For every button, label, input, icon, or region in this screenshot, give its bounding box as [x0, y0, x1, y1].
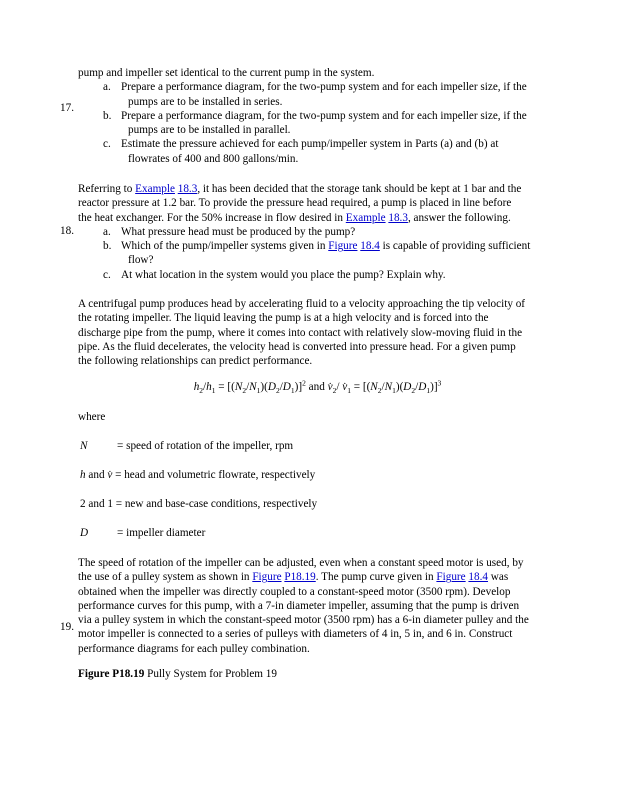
definition-row: N = speed of rotation of the impeller, rpm [80, 440, 294, 452]
item-letter: b. [103, 109, 112, 122]
item-text: Prepare a performance diagram, for the two-pump system and for each impeller size, if the [121, 109, 527, 122]
figure-caption-label: Figure P18.19 [78, 668, 145, 680]
list-item [78, 80, 578, 109]
figure-link[interactable]: Figure [252, 571, 282, 584]
figure-caption [78, 668, 277, 680]
figure-caption-text: Pully System for Problem 19 [144, 668, 277, 680]
paragraph-line: the following relationships can predict performance. [78, 355, 313, 368]
figure-link[interactable]: 18.4 [360, 240, 380, 253]
paragraph-line: obtained when the impeller was directly coupled to a constant-speed motor (3500 rpm). Develop [78, 585, 511, 598]
definition-row: h and v̇ = head and volumetric flowrate, respectively [80, 469, 316, 481]
paragraph-line: performance diagrams for each pulley combination. [78, 642, 310, 655]
example-link[interactable]: 18.3 [388, 211, 408, 224]
problem-17-intro: pump and impeller set identical to the current pump in the system. [78, 67, 375, 79]
item-text: At what location in the system would you place the pump? Explain why. [121, 268, 446, 281]
example-link[interactable]: Example [345, 211, 386, 224]
item-text-cont: flow? [128, 254, 154, 267]
problem-18-number: 18. [60, 225, 74, 237]
paragraph-line: The speed of rotation of the impeller can be adjusted, even when a constant speed motor is used, by [78, 557, 524, 569]
paragraph-line: discharge pipe from the pump, where it comes into contact with relatively slow-moving fluid in the [78, 326, 523, 339]
example-link[interactable]: Example [135, 183, 175, 195]
item-text: Which of the pump/impeller systems given in Figure 18.4 is capable of providing sufficient [121, 240, 531, 253]
list-item [78, 225, 578, 239]
problem-17-items [78, 80, 578, 166]
paragraph-line: via a pulley system in which the constant-speed motor (3500 rpm) has a 6-in diameter pulley and the [78, 614, 529, 627]
definition-row: 2 and 1 = new and base-case conditions, respectively [80, 498, 318, 510]
paragraph-line: the use of a pulley system as shown in Figure P18.19. The pump curve given in Figure 18.4 was [78, 571, 509, 584]
item-text: What pressure head must be produced by the pump? [121, 225, 356, 238]
paragraph-line: pipe. As the fluid decelerates, the velocity head is converted into pressure head. For a given pump [78, 340, 516, 353]
definition-row: D = impeller diameter [80, 527, 206, 539]
figure-link[interactable]: 18.4 [468, 571, 488, 584]
problem-17 [78, 66, 578, 166]
centrifugal-paragraph [78, 297, 578, 368]
problem-19-number: 19. [60, 621, 74, 633]
figure-link[interactable]: P18.19 [284, 571, 316, 584]
affinity-equation: $h_2/h_1 = [(N_2/N_1)(D_2/D_1)]^2$ and $v̇_2/$ $v̇_1 = [(N_2/N_1)(D_2/D_1)]^3$ [193, 378, 442, 396]
figure-link[interactable]: Figure [328, 240, 358, 253]
example-link[interactable]: 18.3 [177, 183, 198, 195]
paragraph-line: motor impeller is connected to a series of pulleys with diameters of 4 in, 5 in, and 6 in. Construct [78, 628, 513, 641]
item-text: Prepare a performance diagram, for the two-pump system and for each impeller size, if the [121, 81, 527, 94]
item-letter: a. [103, 81, 111, 94]
item-letter: c. [103, 268, 111, 281]
item-text-cont: pumps are to be installed in series. [128, 95, 283, 108]
item-letter: b. [103, 240, 112, 253]
item-text-cont: flowrates of 400 and 800 gallons/min. [128, 152, 299, 165]
problem-17-number: 17. [60, 102, 74, 114]
list-item [78, 137, 578, 166]
list-item [78, 268, 578, 282]
list-item [78, 239, 578, 268]
problem-18-line: Referring to Example 18.3, it has been decided that the storage tank should be kept at 1 bar and the [78, 183, 522, 195]
where-label: where [78, 411, 106, 423]
paragraph-line: the rotating impeller. The liquid leaving the pump is at a high velocity and is forced into the [78, 312, 489, 325]
paragraph-line: performance curves for this pump, with a 7-in diameter impeller, assuming that the pump is driven [78, 599, 520, 612]
problem-19 [78, 556, 578, 656]
problem-18 [78, 182, 578, 282]
figure-link[interactable]: Figure [436, 571, 466, 584]
problem-18-line: reactor pressure at 1.2 bar. To provide the pressure head required, a pump is placed in line before [78, 197, 512, 210]
list-item [78, 109, 578, 138]
item-letter: c. [103, 138, 111, 151]
item-text: Estimate the pressure achieved for each pump/impeller system in Parts (a) and (b) at [121, 138, 499, 151]
problem-18-line: the heat exchanger. For the 50% increase in flow desired in Example 18.3, answer the following. [78, 211, 511, 224]
item-text-cont: pumps are to be installed in parallel. [128, 124, 291, 137]
item-letter: a. [103, 225, 111, 238]
paragraph-line: A centrifugal pump produces head by accelerating fluid to a velocity approaching the tip velocity of [78, 298, 526, 310]
